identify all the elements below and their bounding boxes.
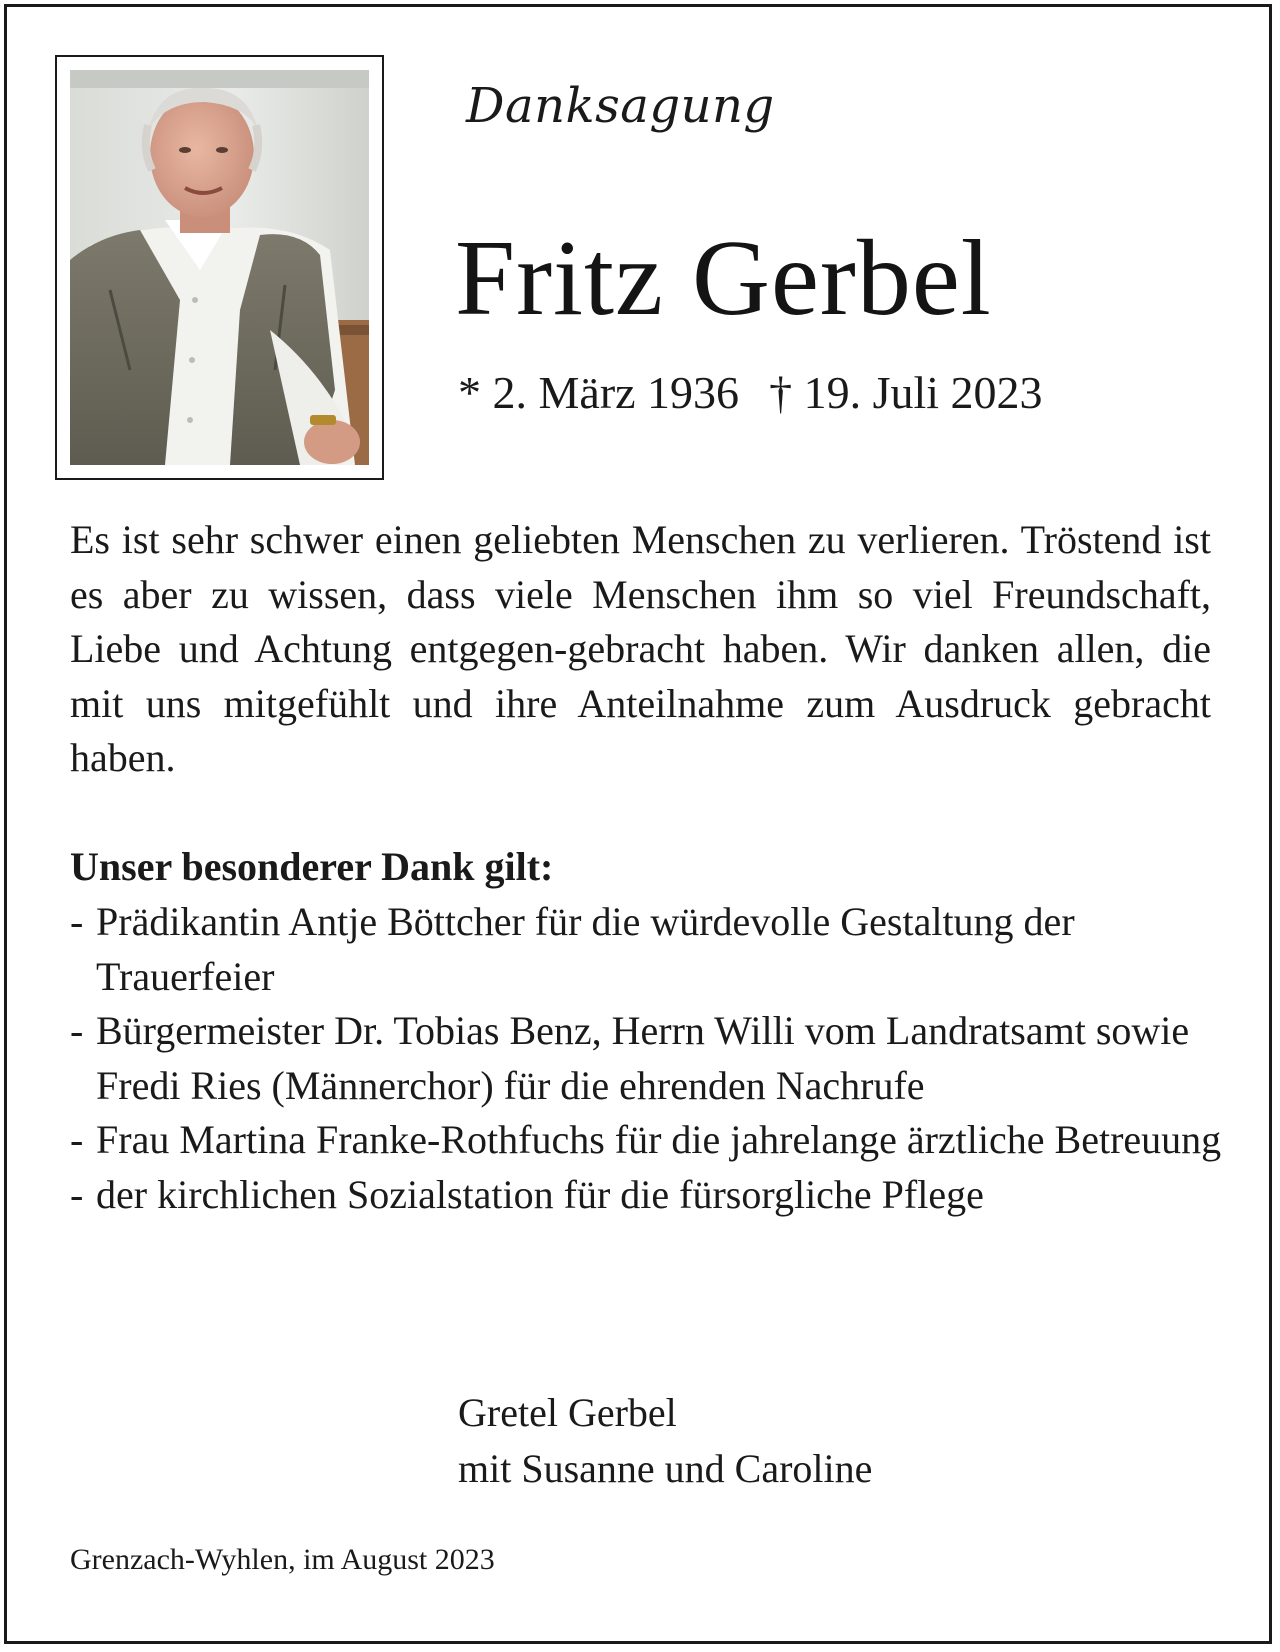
deceased-name: Fritz Gerbel	[455, 219, 992, 338]
list-item	[70, 1004, 1230, 1113]
list-item	[70, 895, 1230, 1004]
list-bullet: -	[70, 1117, 84, 1162]
special-thanks-heading: Unser besonderer Dank gilt:	[70, 844, 554, 889]
portrait-frame	[55, 55, 384, 480]
portrait-photo	[70, 70, 369, 465]
list-item-text: Prädikantin Antje Böttcher für die würdevolle Gestaltung der Trauerfeier	[96, 899, 1075, 999]
list-bullet: -	[70, 899, 84, 944]
signature-block	[458, 1385, 872, 1497]
signature-line-primary: Gretel Gerbel	[458, 1390, 677, 1435]
list-item-text: Frau Martina Franke-Rothfuchs für die jahrelange ärztliche Betreuung	[96, 1117, 1222, 1162]
birth-date: * 2. März 1936	[458, 367, 740, 418]
list-bullet: -	[70, 1171, 84, 1217]
signature-line-secondary: mit Susanne und Caroline	[458, 1446, 873, 1491]
danksagung-heading: Danksagung	[466, 78, 775, 134]
life-dates	[458, 367, 1043, 418]
place-and-date: Grenzach-Wyhlen, im August 2023	[70, 1543, 495, 1576]
list-item-text: Bürgermeister Dr. Tobias Benz, Herrn Willi vom Landratsamt sowie Fredi Ries (Männerchor) für die ehrenden Nachrufe	[96, 1008, 1190, 1108]
list-item	[70, 1113, 1230, 1168]
special-thanks-list	[70, 895, 1230, 1222]
list-item	[70, 1168, 1230, 1223]
thank-you-message: Es ist sehr schwer einen geliebten Menschen zu verlieren. Tröstend ist es aber zu wissen, dass viele Menschen ihm so viel Freundschaft, Liebe und Achtung entgegen-gebracht haben. Wir danken allen, die mit uns mitgefühlt und ihre Anteilnahme zum Ausdruck gebracht haben.	[70, 517, 1211, 780]
list-bullet: -	[70, 1008, 84, 1053]
list-item-text: der kirchlichen Sozialstation für die fürsorgliche Pflege	[96, 1171, 984, 1217]
death-date: † 19. Juli 2023	[769, 367, 1043, 418]
